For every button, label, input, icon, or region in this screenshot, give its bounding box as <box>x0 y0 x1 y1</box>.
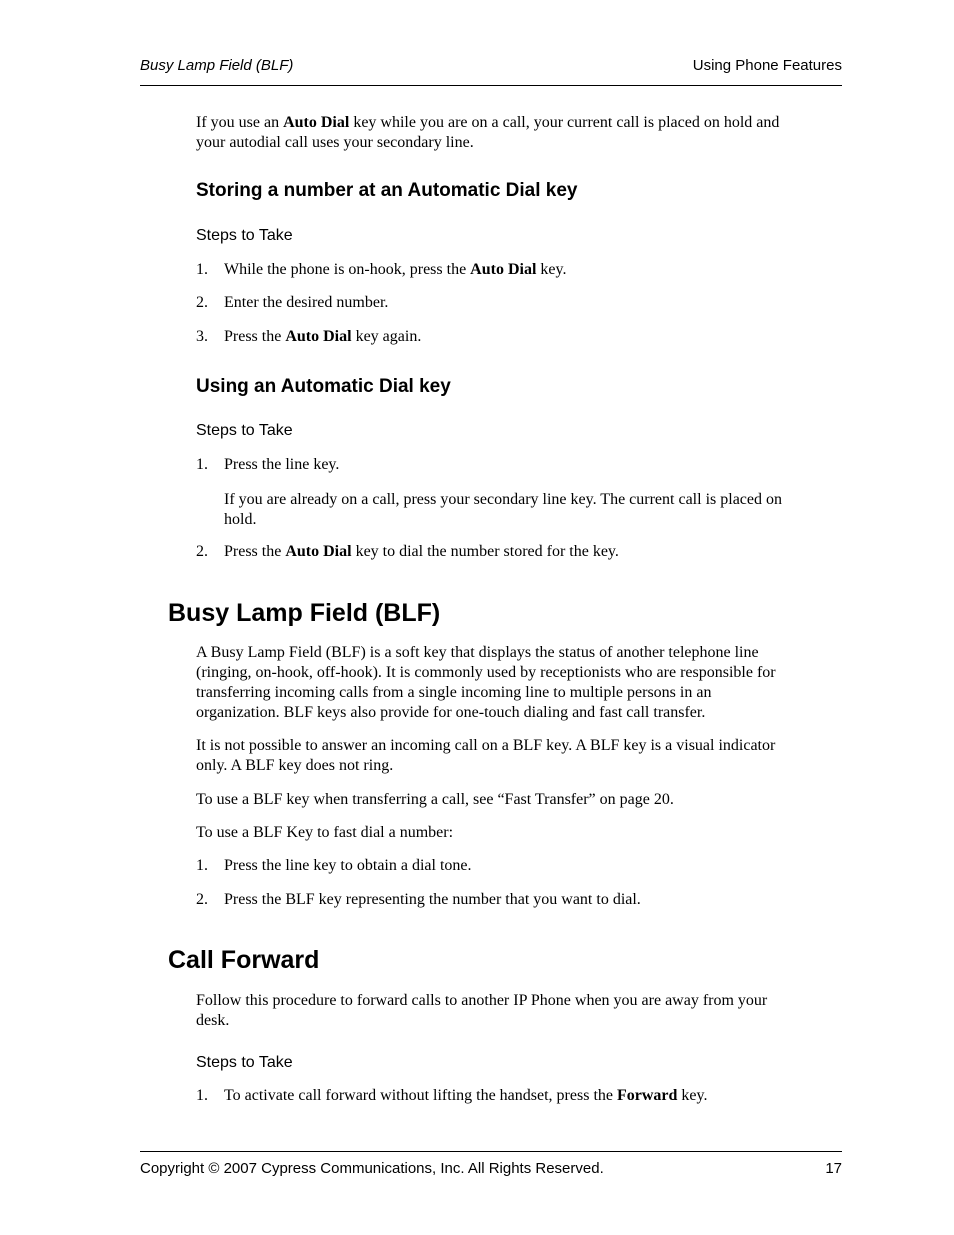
storing-steps-label: Steps to Take <box>196 227 293 244</box>
list-item: 1. To activate call forward without lifting the handset, press the Forward key. <box>196 1087 708 1104</box>
page-number: 17 <box>825 1160 842 1177</box>
forward-steps-label: Steps to Take <box>196 1054 293 1071</box>
list-item: 1. Press the line key to obtain a dial tone. <box>196 857 472 874</box>
page-header <box>140 55 842 86</box>
call-forward-heading: Call Forward <box>168 946 320 974</box>
list-item: 1. Press the line key. <box>196 456 340 473</box>
blf-paragraph-4: To use a BLF Key to fast dial a number: <box>196 824 454 841</box>
list-item: 2. Press the Auto Dial key to dial the number stored for the key. <box>196 543 619 560</box>
using-steps-label: Steps to Take <box>196 422 293 439</box>
blf-paragraph-1: A Busy Lamp Field (BLF) is a soft key that displays the status of another telephone line (ringing, on-hook, off-hook). It is commonly used by receptionists who are responsible for transferring incoming calls from a single incoming line to multiple persons in an organization. BLF keys also provide for one-touch dialing and fast call transfer. <box>196 644 776 721</box>
list-item: 1. While the phone is on-hook, press the Auto Dial key. <box>196 261 567 278</box>
blf-heading: Busy Lamp Field (BLF) <box>168 599 441 627</box>
call-forward-paragraph: Follow this procedure to forward calls to another IP Phone when you are away from your desk. <box>196 992 768 1029</box>
copyright-notice: Copyright © 2007 Cypress Communications, Inc. All Rights Reserved. <box>140 1160 604 1177</box>
list-item: 3. Press the Auto Dial key again. <box>196 328 422 345</box>
header-chapter-title: Using Phone Features <box>692 57 842 74</box>
using-heading: Using an Automatic Dial key <box>196 376 451 397</box>
blf-paragraph-2: It is not possible to answer an incoming call on a BLF key. A BLF key is a visual indicator only. A BLF key does not ring. <box>196 737 776 774</box>
blf-paragraph-3: To use a BLF key when transferring a call, see “Fast Transfer” on page 20. <box>196 791 674 808</box>
page-footer <box>140 1151 842 1177</box>
using-step-note: If you are already on a call, press your secondary line key. The current call is placed on hold. <box>224 491 782 528</box>
header-section-title: Busy Lamp Field (BLF) <box>140 57 294 74</box>
list-item: 2. Enter the desired number. <box>196 294 389 311</box>
list-item: 2. Press the BLF key representing the number that you want to dial. <box>196 891 641 908</box>
intro-paragraph: If you use an Auto Dial key while you are on a call, your current call is placed on hold and your autodial call uses your secondary line. <box>196 114 780 151</box>
auto-dial-term: Auto Dial <box>283 114 350 131</box>
storing-heading: Storing a number at an Automatic Dial key <box>196 180 578 201</box>
